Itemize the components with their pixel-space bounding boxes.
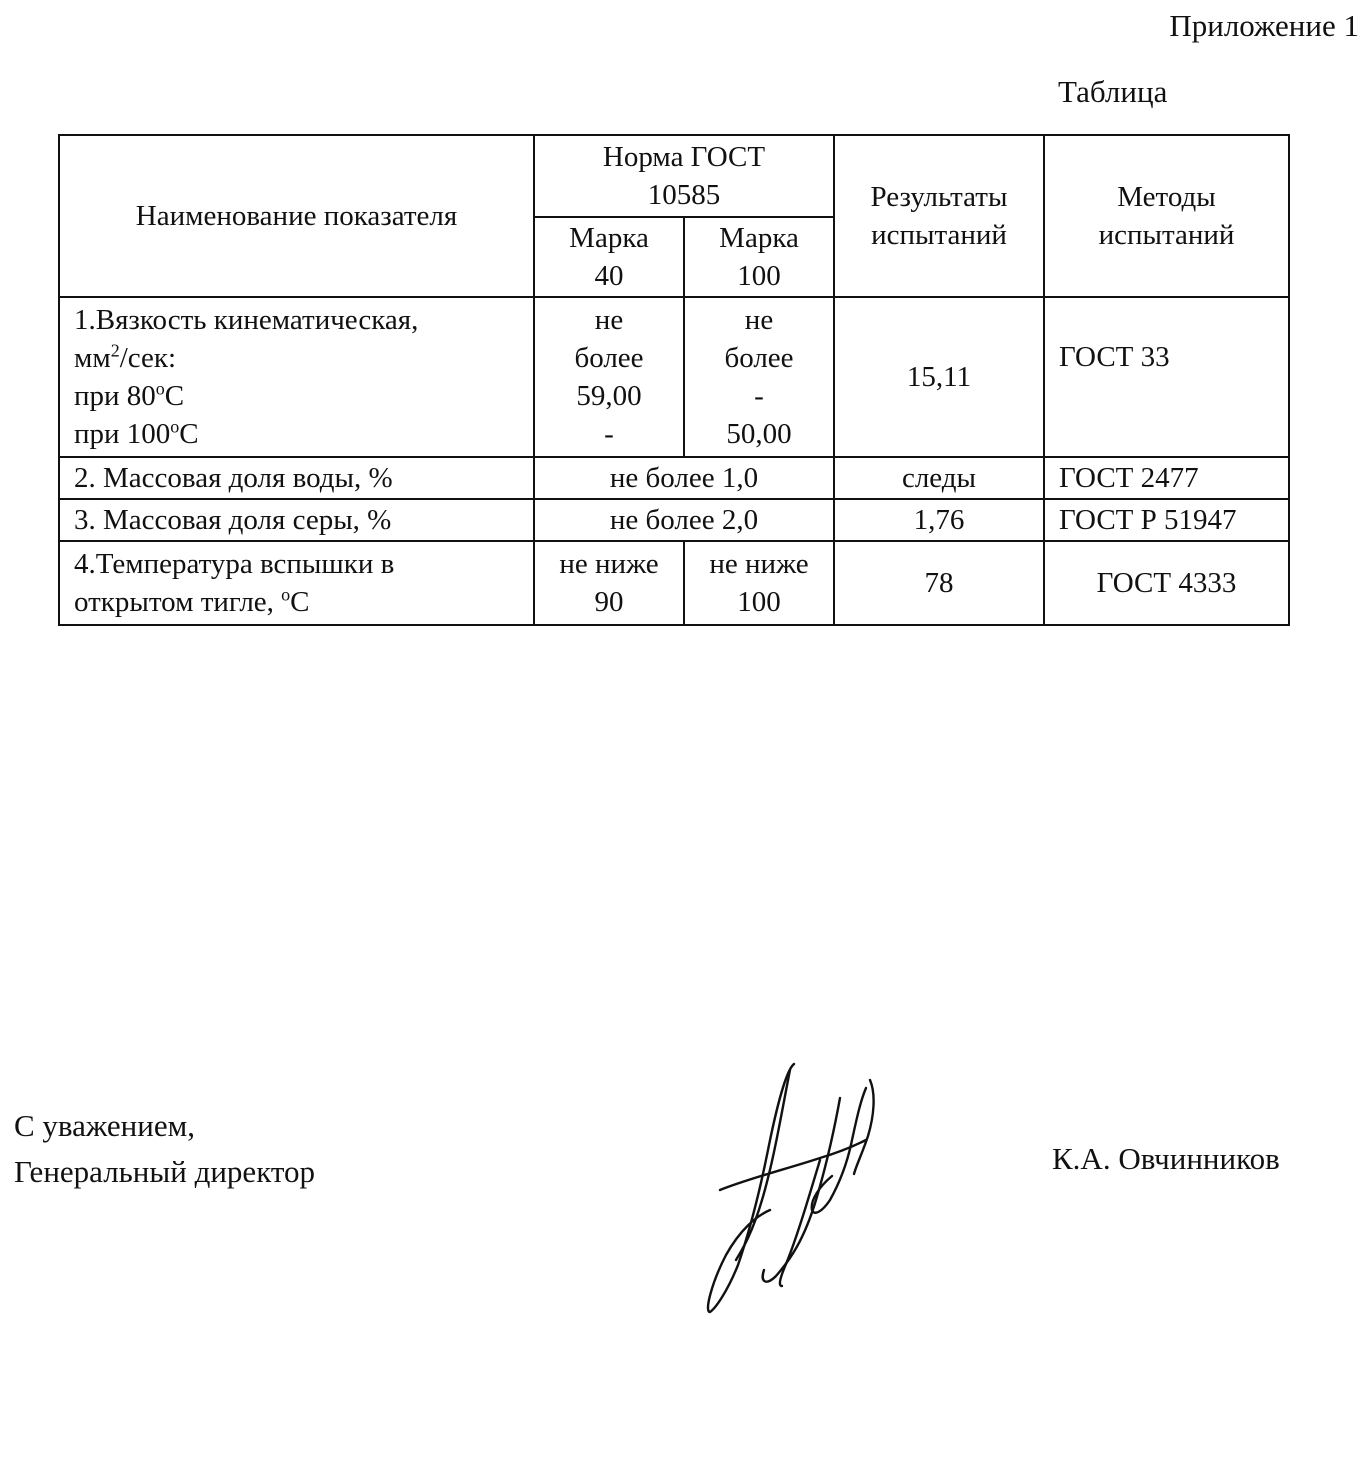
signer-name: К.А. Овчинников: [1052, 1141, 1280, 1176]
header-name: Наименование показателя: [59, 135, 534, 297]
header-methods: Методы испытаний: [1044, 135, 1289, 297]
closing-greeting: С уважением,: [14, 1108, 195, 1143]
header-grade-100: Марка 100: [684, 217, 834, 297]
row-grade-100: не более - 50,00: [684, 297, 834, 457]
header-grade-40: Марка 40: [534, 217, 684, 297]
row-method: ГОСТ 2477: [1044, 457, 1289, 499]
signer-position: Генеральный директор: [14, 1154, 315, 1189]
row-result: 1,76: [834, 499, 1044, 541]
row-name: 2. Массовая доля воды, %: [59, 457, 534, 499]
row-grade-100: не ниже 100: [684, 541, 834, 625]
row-method: ГОСТ 33: [1044, 297, 1289, 457]
table-row: [59, 499, 1289, 541]
row-grade-40: не ниже 90: [534, 541, 684, 625]
closing-block: [14, 1103, 315, 1195]
row-method: ГОСТ Р 51947: [1044, 499, 1289, 541]
header-results: Результаты испытаний: [834, 135, 1044, 297]
spec-table: [58, 134, 1290, 626]
row-name: 3. Массовая доля серы, %: [59, 499, 534, 541]
table-row: [59, 297, 1289, 457]
row-grade-40: не более 59,00 -: [534, 297, 684, 457]
table-header-row: [59, 135, 1289, 217]
row-name: 1.Вязкость кинематическая, $мм^2$/сек: при $80^оС$ при $100^оС$: [59, 297, 534, 457]
row-result: 78: [834, 541, 1044, 625]
row-result: следы: [834, 457, 1044, 499]
row-method: ГОСТ 4333: [1044, 541, 1289, 625]
header-norm: Норма ГОСТ 10585: [534, 135, 834, 217]
table-caption: Таблица: [1058, 74, 1168, 109]
table-row: [59, 457, 1289, 499]
row-result: 15,11: [834, 297, 1044, 457]
row-norm: не более 1,0: [534, 457, 834, 499]
handwritten-signature-icon: [690, 1050, 900, 1330]
row-name: 4.Температура вспышки в открытом тигле, $^о$С: [59, 541, 534, 625]
appendix-label: Приложение 1: [1169, 8, 1359, 43]
table-row: [59, 541, 1289, 625]
row-norm: не более 2,0: [534, 499, 834, 541]
